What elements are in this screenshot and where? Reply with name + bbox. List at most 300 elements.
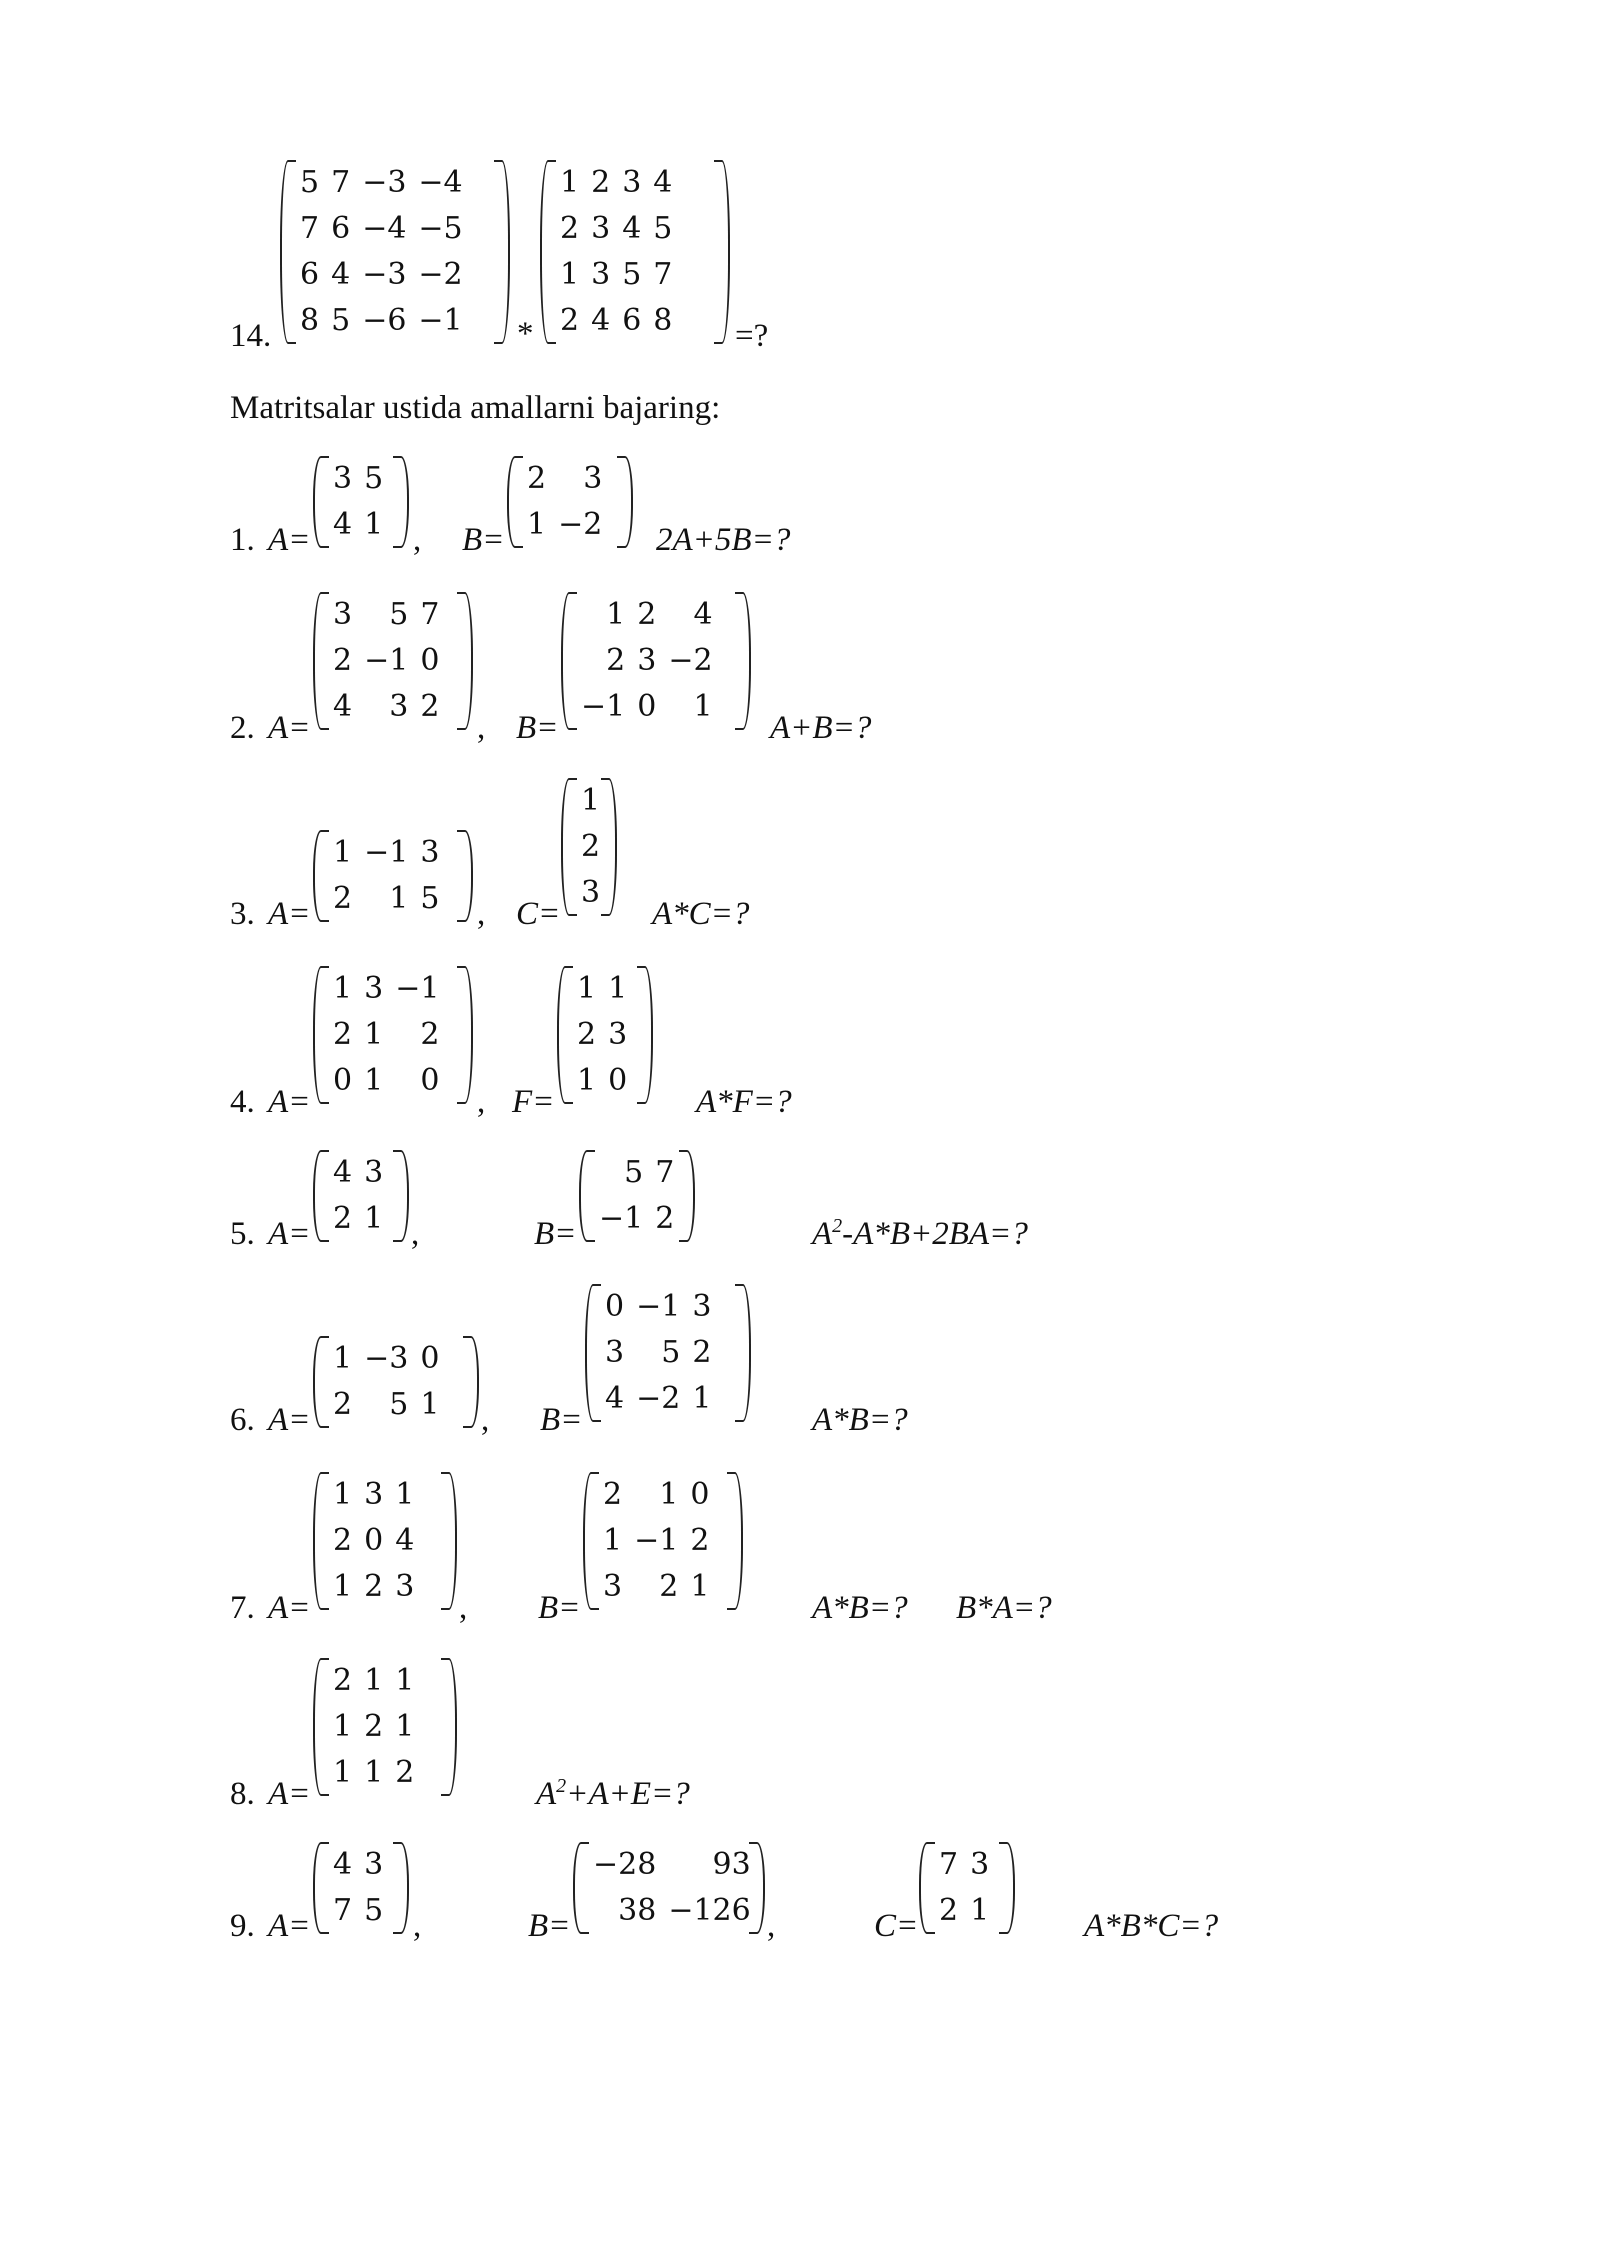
matrix-cell: 2	[659, 1569, 679, 1604]
label-a: A=	[268, 1908, 311, 1944]
matrix-grid	[587, 1842, 757, 1934]
matrix-cell: 5	[624, 1155, 644, 1190]
matrix-row	[327, 1888, 389, 1934]
matrix-cell: 2	[420, 1017, 440, 1052]
label-b: B=	[534, 1216, 577, 1252]
matrix-cell: 2	[560, 303, 580, 338]
matrix-cell: 6	[300, 257, 320, 292]
matrix-row	[327, 1012, 445, 1058]
matrix-cell: 2	[333, 881, 353, 916]
matrix-cell: 1	[693, 689, 713, 724]
right-paren	[457, 966, 473, 1104]
matrix-cell: 0	[333, 1063, 353, 1098]
matrix-cell: 3	[970, 1847, 990, 1882]
matrix-row	[933, 1842, 995, 1888]
matrix-a	[313, 592, 473, 730]
matrix-cell: 0	[420, 1063, 440, 1098]
matrix-cell: 2	[333, 643, 353, 678]
matrix-cell: 2	[692, 1335, 712, 1370]
matrix	[540, 160, 730, 344]
matrix-grid	[327, 966, 445, 1104]
matrix-cell: 0	[637, 689, 657, 724]
matrix-cell: 5	[622, 257, 642, 292]
label-a: A=	[268, 522, 311, 558]
matrix-row	[327, 1750, 420, 1796]
matrix-row	[521, 502, 608, 548]
matrix-cell: 3	[591, 257, 611, 292]
matrix-cell: 7	[655, 1155, 675, 1190]
matrix-cell: −4	[362, 211, 407, 246]
matrix-cell: 3	[591, 211, 611, 246]
matrix-row	[571, 1012, 633, 1058]
matrix-cell: 2	[577, 1017, 597, 1052]
matrix-cell: 1	[581, 783, 601, 818]
right-paren	[679, 1150, 695, 1242]
matrix-cell: −3	[364, 1341, 409, 1376]
matrix-row	[593, 1196, 680, 1242]
matrix-cell: 0	[420, 643, 440, 678]
matrix-cell: 1	[395, 1663, 415, 1698]
matrix-grid	[327, 1150, 389, 1242]
matrix-cell: 4	[605, 1381, 625, 1416]
problem-number: 7.	[230, 1590, 255, 1626]
matrix-cell: −4	[418, 165, 463, 200]
matrix-cell: 1	[333, 971, 353, 1006]
matrix-row	[327, 1564, 420, 1610]
matrix-cell: −2	[418, 257, 463, 292]
matrix-b	[573, 1842, 765, 1934]
comma: ,	[459, 1590, 468, 1626]
matrix-grid	[933, 1842, 995, 1934]
label-a: A=	[268, 1084, 311, 1120]
matrix-grid	[571, 966, 633, 1104]
matrix-cell: 1	[560, 257, 580, 292]
matrix-grid	[575, 592, 719, 730]
label-a: A=	[268, 1402, 311, 1438]
matrix-row	[575, 592, 719, 638]
matrix-grid	[554, 160, 678, 344]
problem-number: 14.	[230, 318, 272, 354]
matrix-row	[327, 1704, 420, 1750]
task: 2A+5B=?	[656, 522, 791, 558]
matrix-cell: −28	[593, 1847, 657, 1882]
matrix-cell: 0	[608, 1063, 628, 1098]
matrix-cell: 5	[420, 881, 440, 916]
matrix-row	[554, 252, 678, 298]
comma: ,	[477, 896, 486, 932]
matrix-cell: 7	[300, 211, 320, 246]
matrix-cell: −2	[558, 507, 603, 542]
matrix-cell: 38	[618, 1893, 657, 1928]
matrix-cell: −6	[362, 303, 407, 338]
matrix-row	[554, 298, 678, 344]
matrix-cell: 4	[622, 211, 642, 246]
matrix-cell: 1	[395, 1709, 415, 1744]
label-b: B=	[540, 1402, 583, 1438]
matrix-cell: −3	[362, 257, 407, 292]
operator: *	[517, 316, 534, 352]
matrix-cell: 3	[583, 461, 603, 496]
matrix-cell: 2	[690, 1523, 710, 1558]
matrix-cell: 4	[333, 507, 353, 542]
matrix-row	[933, 1888, 995, 1934]
matrix-grid	[327, 1842, 389, 1934]
matrix-cell: 3	[364, 971, 384, 1006]
comma: ,	[413, 1908, 422, 1944]
comma: ,	[477, 1084, 486, 1120]
right-paren	[463, 1336, 479, 1428]
matrix-a	[313, 1150, 409, 1242]
matrix-cell: 6	[622, 303, 642, 338]
matrix-row	[327, 876, 445, 922]
matrix-cell: 2	[333, 1017, 353, 1052]
matrix-row	[575, 638, 719, 684]
matrix-row	[327, 1058, 445, 1104]
matrix-cell: 1	[577, 971, 597, 1006]
right-paren	[457, 830, 473, 922]
matrix-grid	[327, 1658, 420, 1796]
right-paren	[735, 592, 751, 730]
matrix-cell: 4	[333, 1155, 353, 1190]
matrix-row	[327, 1382, 445, 1428]
matrix-cell: 2	[606, 643, 626, 678]
matrix-cell: 1	[560, 165, 580, 200]
matrix-cell: 0	[364, 1523, 384, 1558]
matrix-b	[585, 1284, 751, 1422]
matrix-row	[554, 160, 678, 206]
matrix-cell: 0	[420, 1341, 440, 1376]
label-c: C=	[516, 896, 561, 932]
matrix-grid	[597, 1472, 715, 1610]
matrix-cell: 2	[333, 1201, 353, 1236]
matrix-c	[561, 778, 617, 916]
matrix-a	[313, 830, 473, 922]
label-a: A=	[268, 1590, 311, 1626]
matrix-b	[507, 456, 633, 548]
matrix-cell: 2	[364, 1709, 384, 1744]
matrix-cell: 4	[653, 165, 673, 200]
matrix-cell: 2	[333, 1663, 353, 1698]
comma: ,	[411, 1216, 420, 1252]
matrix-cell: 1	[333, 1569, 353, 1604]
matrix-cell: 7	[939, 1847, 959, 1882]
matrix-cell: −1	[364, 835, 409, 870]
task: A*B*C=?	[1084, 1908, 1219, 1944]
matrix-cell: 1	[970, 1893, 990, 1928]
matrix-a	[313, 456, 409, 548]
matrix-grid	[599, 1284, 717, 1422]
problem-number: 3.	[230, 896, 255, 932]
matrix-cell: 7	[420, 597, 440, 632]
matrix-cell: 2	[591, 165, 611, 200]
right-paren	[727, 1472, 743, 1610]
matrix-cell: 8	[653, 303, 673, 338]
matrix-cell: 1	[364, 1017, 384, 1052]
equals-question: =?	[735, 318, 769, 354]
matrix-row	[599, 1330, 717, 1376]
task: A*B=?	[812, 1402, 908, 1438]
label-b: B=	[462, 522, 505, 558]
matrix-cell: 1	[333, 835, 353, 870]
matrix-cell: 2	[420, 689, 440, 724]
right-paren	[735, 1284, 751, 1422]
matrix-b	[583, 1472, 743, 1610]
matrix-cell: 2	[637, 597, 657, 632]
matrix-grid	[327, 830, 445, 922]
comma: ,	[413, 522, 422, 558]
matrix-row	[593, 1150, 680, 1196]
matrix-cell: 4	[331, 257, 351, 292]
matrix-grid	[327, 456, 389, 548]
matrix-cell: 7	[333, 1893, 353, 1928]
problem-number: 9.	[230, 1908, 255, 1944]
matrix-row	[327, 1842, 389, 1888]
matrix-row	[587, 1842, 757, 1888]
matrix-cell: 2	[333, 1387, 353, 1422]
matrix-a	[313, 1842, 409, 1934]
matrix-cell: 3	[692, 1289, 712, 1324]
matrix-cell: 1	[364, 507, 384, 542]
label-a: A=	[268, 1216, 311, 1252]
problem-number: 6.	[230, 1402, 255, 1438]
matrix-cell: 2	[527, 461, 547, 496]
matrix-cell: 3	[603, 1569, 623, 1604]
matrix-row	[327, 638, 445, 684]
label-a: A=	[268, 1776, 311, 1812]
right-paren	[714, 160, 730, 344]
problem-number: 5.	[230, 1216, 255, 1252]
matrix-cell: 4	[395, 1523, 415, 1558]
matrix-cell: 1	[577, 1063, 597, 1098]
matrix-row	[294, 160, 469, 206]
task: $A^2-A*B+2BA=$?	[812, 1215, 1028, 1252]
matrix-row	[554, 206, 678, 252]
matrix-grid	[593, 1150, 680, 1242]
matrix-grid	[327, 592, 445, 730]
matrix-row	[294, 298, 469, 344]
matrix-cell: 1	[364, 1663, 384, 1698]
matrix-cell: 1	[690, 1569, 710, 1604]
matrix-cell: −1	[395, 971, 440, 1006]
right-paren	[393, 456, 409, 548]
problem-number: 4.	[230, 1084, 255, 1120]
matrix-cell: 3	[581, 875, 601, 910]
matrix-c	[919, 1842, 1015, 1934]
matrix-cell: −2	[636, 1381, 681, 1416]
right-paren	[393, 1150, 409, 1242]
matrix-cell: 3	[364, 1155, 384, 1190]
matrix	[280, 160, 510, 344]
matrix-f	[557, 966, 653, 1104]
matrix-cell: 3	[637, 643, 657, 678]
matrix-cell: 4	[591, 303, 611, 338]
matrix-grid	[294, 160, 469, 344]
matrix-cell: 3	[364, 1847, 384, 1882]
right-paren	[601, 778, 617, 916]
matrix-cell: 3	[389, 689, 409, 724]
matrix-row	[327, 830, 445, 876]
matrix-cell: 5	[653, 211, 673, 246]
matrix-row	[327, 592, 445, 638]
matrix-cell: 3	[395, 1569, 415, 1604]
right-paren	[441, 1658, 457, 1796]
matrix-cell: −3	[362, 165, 407, 200]
matrix-row	[327, 1518, 420, 1564]
matrix-cell: −1	[418, 303, 463, 338]
right-paren	[457, 592, 473, 730]
matrix-row	[294, 206, 469, 252]
task: A*F=?	[696, 1084, 792, 1120]
label-c: C=	[874, 1908, 919, 1944]
matrix-cell: 5	[661, 1335, 681, 1370]
label-b: B=	[516, 710, 559, 746]
matrix-cell: 1	[364, 1201, 384, 1236]
matrix-cell: 4	[333, 1847, 353, 1882]
matrix-cell: −1	[364, 643, 409, 678]
matrix-row	[571, 1058, 633, 1104]
matrix-cell: 1	[420, 1387, 440, 1422]
matrix-row	[599, 1376, 717, 1422]
matrix-row	[597, 1472, 715, 1518]
matrix-cell: 93	[712, 1847, 751, 1882]
matrix-cell: 1	[692, 1381, 712, 1416]
matrix-cell: 2	[581, 829, 601, 864]
label-b: B=	[538, 1590, 581, 1626]
matrix-cell: 5	[300, 165, 320, 200]
matrix-cell: 7	[331, 165, 351, 200]
matrix-cell: 2	[395, 1755, 415, 1790]
matrix-cell: −1	[636, 1289, 681, 1324]
right-paren	[637, 966, 653, 1104]
matrix-a	[313, 1658, 457, 1796]
task: A*C=?	[652, 896, 750, 932]
matrix-cell: −5	[418, 211, 463, 246]
matrix-cell: 1	[603, 1523, 623, 1558]
matrix-cell: 3	[608, 1017, 628, 1052]
matrix-cell: −126	[668, 1893, 751, 1928]
matrix-grid	[327, 1336, 445, 1428]
matrix-row	[575, 684, 719, 730]
matrix-cell: 3	[333, 597, 353, 632]
matrix-cell: 0	[605, 1289, 625, 1324]
matrix-row	[597, 1564, 715, 1610]
matrix-row	[327, 456, 389, 502]
problem-number: 1.	[230, 522, 255, 558]
comma: ,	[481, 1402, 490, 1438]
matrix-cell: 0	[690, 1477, 710, 1512]
right-paren	[393, 1842, 409, 1934]
matrix-cell: 3	[605, 1335, 625, 1370]
matrix-cell: 2	[333, 1523, 353, 1558]
matrix-cell: 7	[653, 257, 673, 292]
matrix-cell: 5	[389, 1387, 409, 1422]
matrix-row	[521, 456, 608, 502]
label-f: F=	[512, 1084, 555, 1120]
matrix-cell: 1	[364, 1755, 384, 1790]
matrix-cell: 1	[527, 507, 547, 542]
matrix-cell: 2	[560, 211, 580, 246]
matrix-row	[327, 1472, 420, 1518]
matrix-a	[313, 966, 473, 1104]
matrix-row	[597, 1518, 715, 1564]
matrix-row	[327, 502, 389, 548]
matrix-cell: −1	[634, 1523, 679, 1558]
task: $A^2+A+E=$?	[536, 1775, 690, 1812]
right-paren	[441, 1472, 457, 1610]
matrix-cell: 4	[693, 597, 713, 632]
right-paren	[494, 160, 510, 344]
matrix-b	[561, 592, 751, 730]
matrix-cell: 5	[364, 461, 384, 496]
matrix-cell: 4	[333, 689, 353, 724]
matrix-cell: 5	[331, 303, 351, 338]
matrix-cell: −1	[599, 1201, 644, 1236]
matrix-row	[327, 1658, 420, 1704]
matrix-cell: 1	[608, 971, 628, 1006]
matrix-cell: 1	[395, 1477, 415, 1512]
matrix-cell: 2	[364, 1569, 384, 1604]
matrix-b	[579, 1150, 695, 1242]
right-paren	[999, 1842, 1015, 1934]
comma: ,	[767, 1908, 776, 1944]
matrix-cell: 5	[364, 1893, 384, 1928]
matrix-cell: 3	[622, 165, 642, 200]
matrix-cell: −2	[668, 643, 713, 678]
matrix-cell: 2	[939, 1893, 959, 1928]
matrix-cell: 2	[603, 1477, 623, 1512]
matrix-a	[313, 1472, 457, 1610]
matrix-row	[327, 1336, 445, 1382]
right-paren	[749, 1842, 765, 1934]
matrix-cell: −1	[581, 689, 626, 724]
matrix-cell: 1	[333, 1477, 353, 1512]
matrix-row	[571, 966, 633, 1012]
task-1: A*B=?	[812, 1590, 908, 1626]
matrix-row	[327, 1196, 389, 1242]
matrix-row	[327, 684, 445, 730]
matrix-cell: 1	[333, 1709, 353, 1744]
matrix-row	[327, 1150, 389, 1196]
matrix-cell: 3	[420, 835, 440, 870]
right-paren	[617, 456, 633, 548]
matrix-row	[599, 1284, 717, 1330]
matrix-grid	[327, 1472, 420, 1610]
matrix-cell: 1	[333, 1755, 353, 1790]
matrix-cell: 5	[389, 597, 409, 632]
matrix-cell: 8	[300, 303, 320, 338]
matrix-cell: 1	[333, 1341, 353, 1376]
comma: ,	[477, 710, 486, 746]
matrix-cell: 3	[333, 461, 353, 496]
section-heading: Matritsalar ustida amallarni bajaring:	[230, 390, 721, 426]
matrix-cell: 1	[364, 1063, 384, 1098]
matrix-row	[294, 252, 469, 298]
matrix-row	[327, 966, 445, 1012]
matrix-cell: 2	[655, 1201, 675, 1236]
label-a: A=	[268, 710, 311, 746]
matrix-row	[587, 1888, 757, 1934]
matrix-cell: 1	[659, 1477, 679, 1512]
problem-number: 2.	[230, 710, 255, 746]
matrix-cell: 1	[606, 597, 626, 632]
task: A+B=?	[770, 710, 872, 746]
matrix-cell: 6	[331, 211, 351, 246]
label-b: B=	[528, 1908, 571, 1944]
task-2: B*A=?	[956, 1590, 1052, 1626]
matrix-a	[313, 1336, 479, 1428]
matrix-grid	[521, 456, 608, 548]
problem-number: 8.	[230, 1776, 255, 1812]
